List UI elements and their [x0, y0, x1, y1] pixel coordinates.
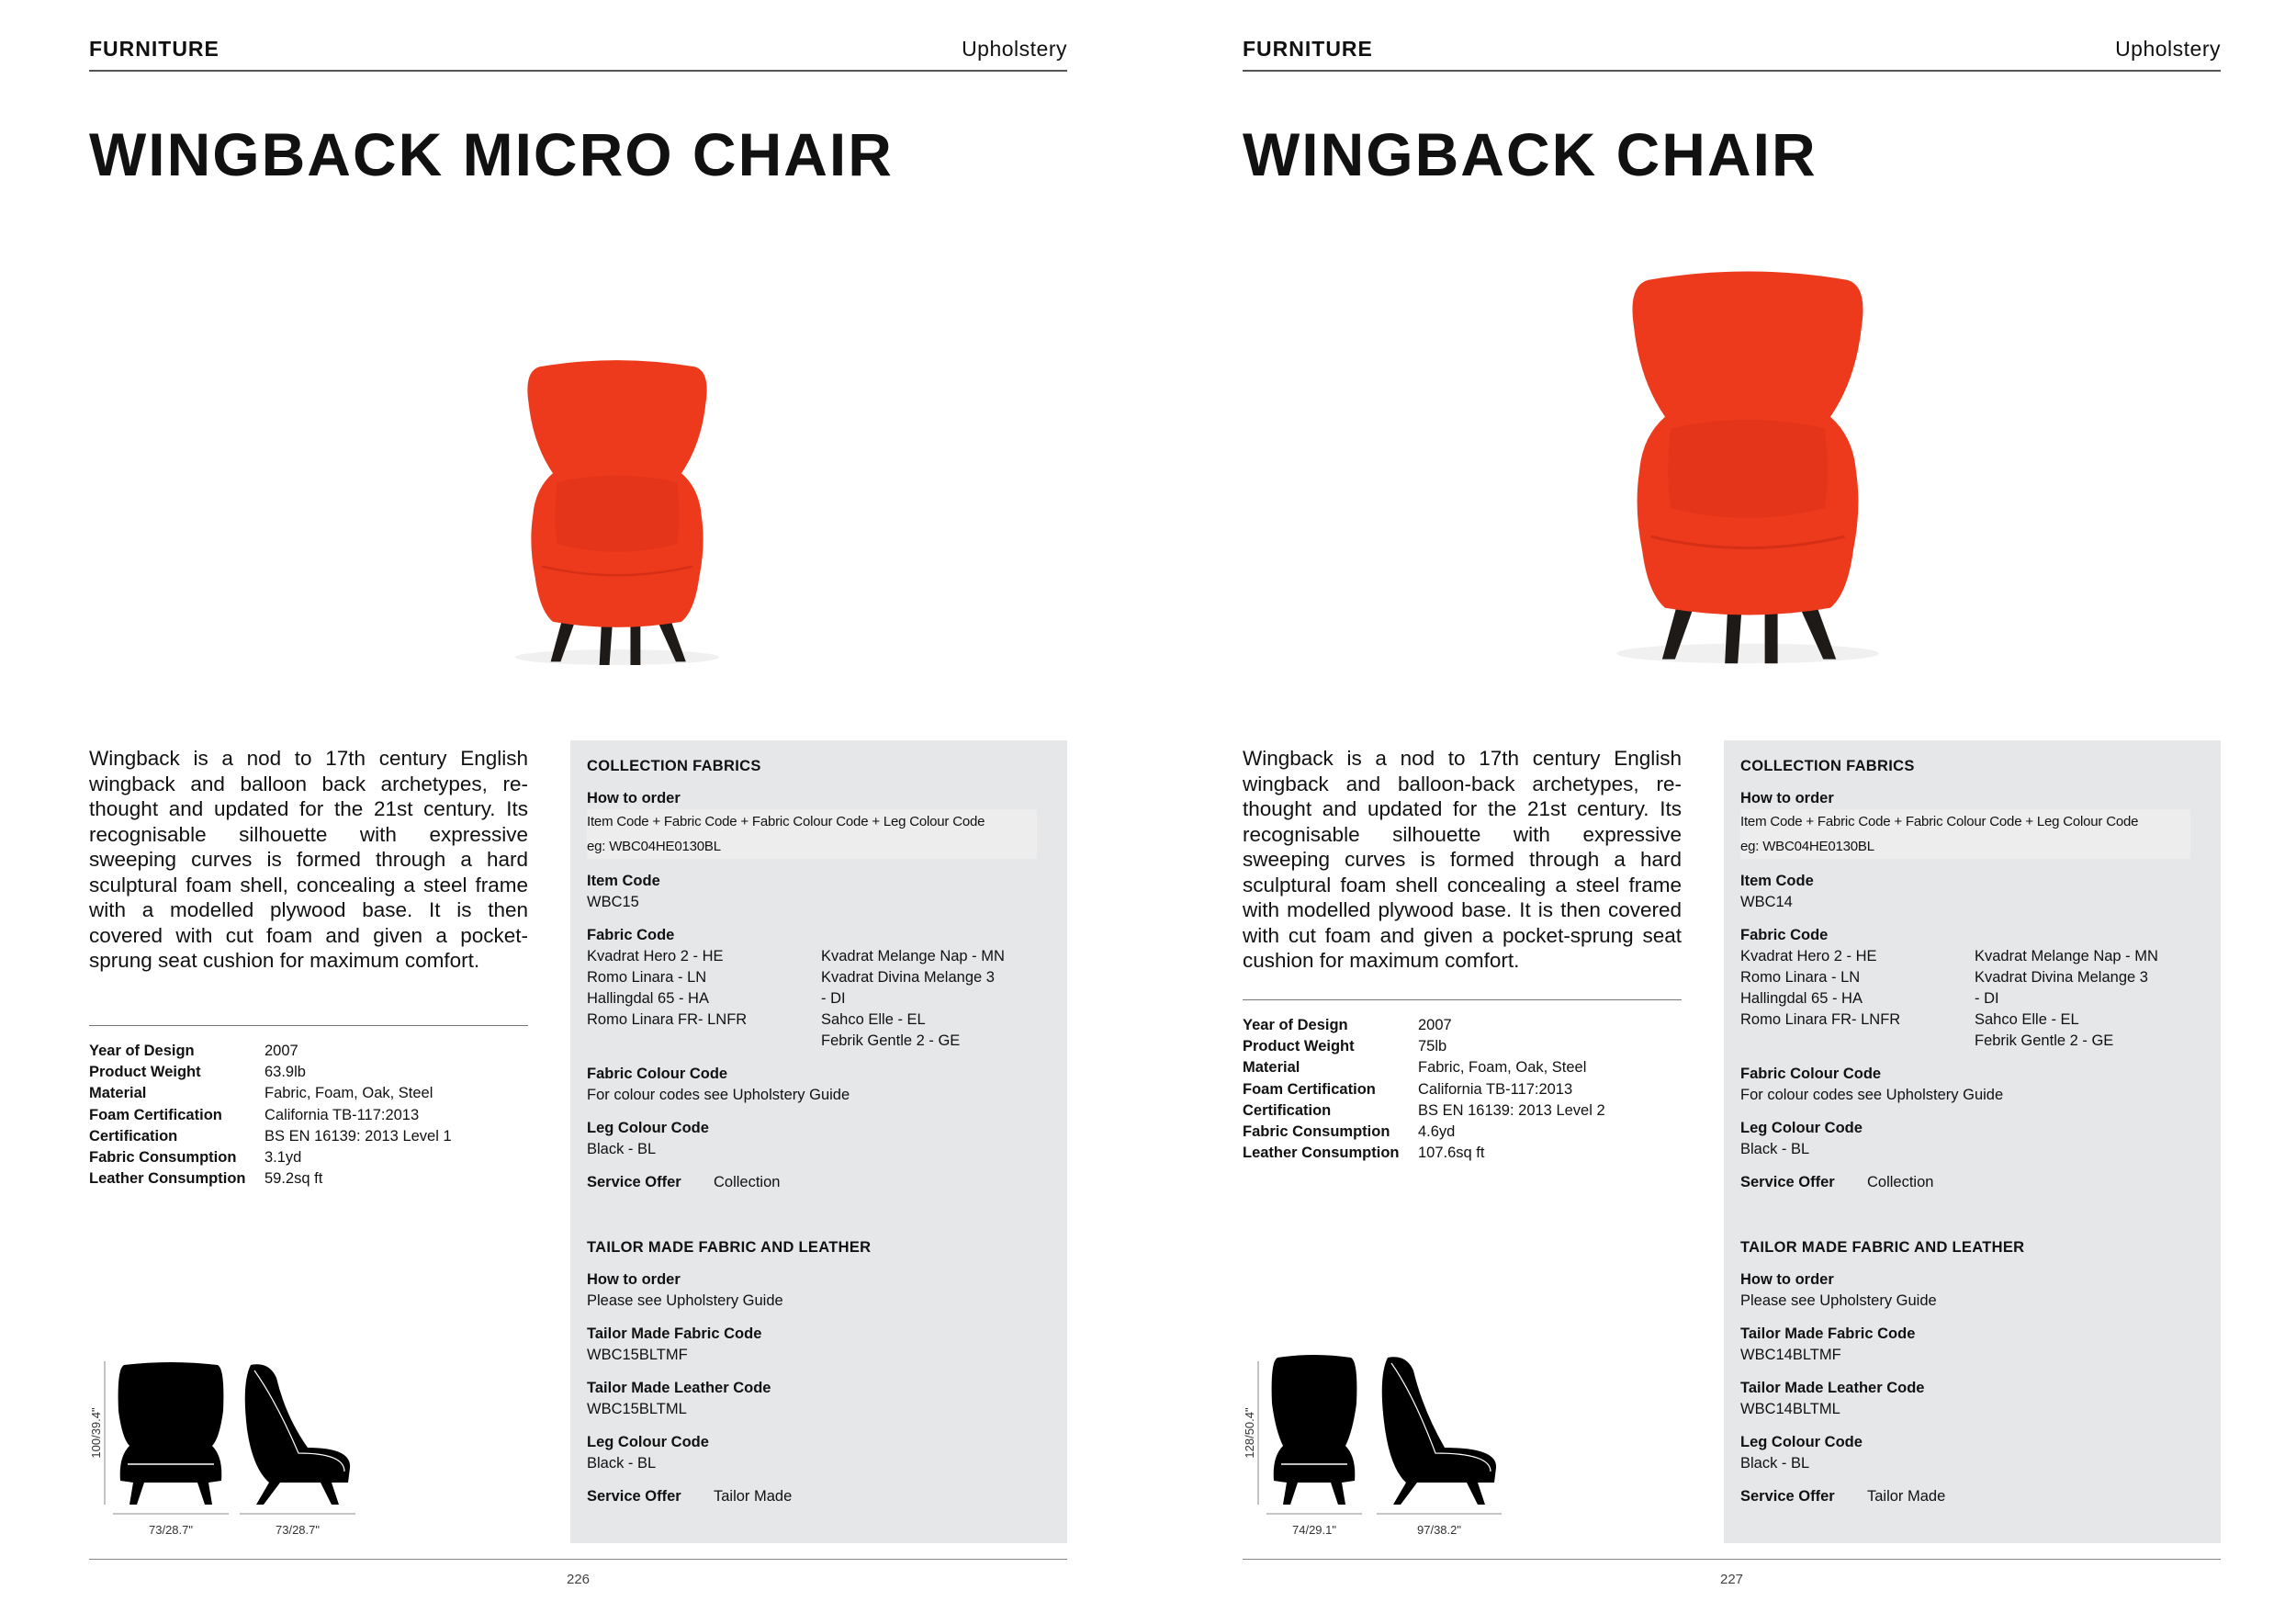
tailor-fabric-code-label: Tailor Made Fabric Code: [1740, 1325, 1916, 1342]
spec-value: 59.2sq ft: [264, 1170, 323, 1188]
spec-label: Certification: [1243, 1101, 1332, 1119]
spec-value: 75lb: [1418, 1038, 1447, 1055]
fabric-item: Kvadrat Melange Nap - MN: [1975, 948, 2158, 964]
category-label: Upholstery: [962, 37, 1067, 61]
tailor-how-to-order-label: How to order: [1740, 1271, 1834, 1288]
ordering-panel: [1724, 740, 2221, 1543]
fabric-colour-code-label: Fabric Colour Code: [587, 1066, 728, 1082]
spec-label: Leather Consumption: [89, 1170, 246, 1188]
service-offer-label: Service Offer: [1740, 1174, 1835, 1190]
spec-value: 63.9lb: [264, 1064, 306, 1081]
page-footer: [1243, 1559, 2221, 1587]
tailor-leg-colour-label: Leg Colour Code: [587, 1434, 709, 1450]
dimension-diagrams: [1243, 1350, 1536, 1543]
order-formula: Item Code + Fabric Code + Fabric Colour Code + Leg Colour Code: [587, 814, 985, 829]
spec-value: Fabric, Foam, Oak, Steel: [1418, 1059, 1587, 1077]
product-description: Wingback is a nod to 17th century English wingback and balloon back archetypes, re-thought and updated for the 21st century. Its recognisable silhouette with expressive sweeping curves is formed through a hard sculptural foam shell, concealing a steel frame with a modelled plywood base. It is then covered with cut foam and given a pocket-sprung seat cushion for maximum comfort.: [89, 747, 528, 972]
fabric-item: Kvadrat Divina Melange 3: [1975, 969, 2148, 986]
spec-label: Certification: [89, 1127, 178, 1145]
spec-label: Year of Design: [89, 1043, 195, 1059]
spec-row: [89, 1126, 528, 1147]
fabric-code-label: Fabric Code: [1740, 927, 1829, 943]
fabric-item: Kvadrat Hero 2 - HE: [587, 948, 724, 964]
tailor-made-heading: TAILOR MADE FABRIC AND LEATHER: [587, 1239, 872, 1256]
service-offer-label: Service Offer: [587, 1174, 681, 1190]
page-right: [1243, 0, 2221, 1624]
tailor-fabric-code: WBC15BLTMF: [587, 1347, 688, 1363]
tailor-leg-colour: Black - BL: [587, 1455, 657, 1472]
spec-row: [89, 1083, 528, 1104]
spec-row: [1243, 1015, 1682, 1036]
side-depth-dimension: 73/28.7": [276, 1523, 320, 1537]
product-title: WINGBACK MICRO CHAIR: [89, 120, 894, 188]
specs-table: [89, 1025, 528, 1190]
spec-label: Material: [1243, 1059, 1300, 1077]
height-dimension: 128/50.4": [1243, 1407, 1256, 1459]
dimension-diagrams: [89, 1350, 383, 1543]
spec-row: [1243, 1143, 1682, 1164]
spec-row: [1243, 1100, 1682, 1122]
tailor-service-offer-value: Tailor Made: [1867, 1488, 1946, 1505]
fabric-item: Kvadrat Divina Melange 3: [821, 969, 995, 986]
spec-label: Year of Design: [1243, 1017, 1348, 1033]
page-header: [89, 37, 1067, 72]
tailor-service-offer-label: Service Offer: [587, 1488, 681, 1505]
tailor-service-offer-label: Service Offer: [1740, 1488, 1835, 1505]
ordering-panel: [570, 740, 1067, 1543]
tailor-fabric-code: WBC14BLTMF: [1740, 1347, 1841, 1363]
spec-row: [89, 1168, 528, 1190]
tailor-made-heading: TAILOR MADE FABRIC AND LEATHER: [1740, 1239, 2025, 1256]
tailor-service-offer-value: Tailor Made: [714, 1488, 793, 1505]
spec-label: Foam Certification: [1243, 1080, 1376, 1098]
front-view-icon: [118, 1362, 224, 1505]
chair-photo: [1518, 257, 1977, 671]
front-width-dimension: 74/29.1": [1292, 1523, 1336, 1537]
spec-value: BS EN 16139: 2013 Level 2: [1418, 1101, 1605, 1119]
tailor-leather-code-label: Tailor Made Leather Code: [1740, 1380, 1925, 1396]
service-offer-tailor: [587, 1486, 1055, 1507]
spec-value: California TB-117:2013: [1418, 1080, 1573, 1098]
category-label: Upholstery: [2115, 37, 2221, 61]
fabric-item: - DI: [1975, 990, 1999, 1007]
fabric-colour-code-label: Fabric Colour Code: [1740, 1066, 1882, 1082]
order-example: eg: WBC04HE0130BL: [587, 839, 721, 854]
page-left: [89, 0, 1067, 1624]
leg-colour-code-label: Leg Colour Code: [587, 1120, 709, 1136]
item-code: WBC14: [1740, 894, 1793, 910]
spec-label: Fabric Consumption: [89, 1149, 237, 1167]
leg-colour-code: Black - BL: [587, 1141, 657, 1157]
leg-colour-code: Black - BL: [1740, 1141, 1810, 1157]
spec-value: 4.6yd: [1418, 1123, 1456, 1141]
spec-row: [89, 1147, 528, 1168]
fabric-item: Sahco Elle - EL: [1975, 1011, 2079, 1028]
how-to-order-label: How to order: [587, 790, 681, 806]
order-formula: Item Code + Fabric Code + Fabric Colour Code + Leg Colour Code: [1740, 814, 2139, 829]
tailor-leather-code: WBC15BLTML: [587, 1401, 687, 1417]
spec-value: Fabric, Foam, Oak, Steel: [264, 1085, 433, 1102]
fabric-item: Romo Linara FR- LNFR: [1740, 1011, 1901, 1028]
spec-row: [89, 1062, 528, 1083]
product-title: WINGBACK CHAIR: [1243, 120, 1818, 188]
front-view-icon: [1272, 1355, 1357, 1505]
fabric-item: Kvadrat Hero 2 - HE: [1740, 948, 1877, 964]
service-offer-tailor: [1740, 1486, 2209, 1507]
fabric-item: Hallingdal 65 - HA: [587, 990, 709, 1007]
tailor-leather-code: WBC14BLTML: [1740, 1401, 1840, 1417]
tailor-fabric-code-label: Tailor Made Fabric Code: [587, 1325, 762, 1342]
service-offer-value: Collection: [1867, 1174, 1934, 1190]
fabric-item: Romo Linara FR- LNFR: [587, 1011, 748, 1028]
chair-photo: [438, 349, 796, 671]
item-code-label: Item Code: [1740, 873, 1814, 889]
leg-colour-code-label: Leg Colour Code: [1740, 1120, 1863, 1136]
fabric-item: Romo Linara - LN: [587, 969, 707, 986]
spec-row: [89, 1041, 528, 1062]
order-example: eg: WBC04HE0130BL: [1740, 839, 1874, 854]
spec-row: [1243, 1079, 1682, 1100]
how-to-order-label: How to order: [1740, 790, 1834, 806]
specs-table: [1243, 999, 1682, 1164]
page-number: 227: [1719, 1572, 1744, 1587]
tailor-leather-code-label: Tailor Made Leather Code: [587, 1380, 771, 1396]
order-code-box: [1740, 809, 2190, 859]
spec-row: [1243, 1122, 1682, 1143]
fabric-colour-code: For colour codes see Upholstery Guide: [1740, 1087, 2004, 1103]
fabric-list: [1740, 946, 2209, 1052]
tailor-leg-colour-label: Leg Colour Code: [1740, 1434, 1863, 1450]
service-offer-collection: [1740, 1172, 2209, 1193]
page-header: [1243, 37, 2221, 72]
collection-fabrics-heading: COLLECTION FABRICS: [587, 758, 761, 774]
section-title: FURNITURE: [89, 37, 219, 61]
spec-value: 3.1yd: [264, 1149, 302, 1167]
spec-label: Material: [89, 1085, 147, 1102]
spec-label: Fabric Consumption: [1243, 1123, 1390, 1141]
spec-label: Foam Certification: [89, 1106, 222, 1123]
fabric-item: Sahco Elle - EL: [821, 1011, 926, 1028]
front-width-dimension: 73/28.7": [149, 1523, 193, 1537]
spec-label: Leather Consumption: [1243, 1145, 1400, 1162]
collection-fabrics-heading: COLLECTION FABRICS: [1740, 758, 1915, 774]
product-description: Wingback is a nod to 17th century English wingback and balloon-back archetypes, re-thought and updated for the 21st century. Its recognisable silhouette with expressive sweeping curves is formed through a hard sculptural foam shell concealing a steel frame with modelled plywood base. It is then covered with cut foam and given a pocket-sprung seat cushion for maximum comfort.: [1243, 747, 1682, 972]
item-code-label: Item Code: [587, 873, 660, 889]
fabric-code-label: Fabric Code: [587, 927, 675, 943]
fabric-list: [587, 946, 1055, 1052]
side-depth-dimension: 97/38.2": [1417, 1523, 1461, 1537]
spec-row: [1243, 1036, 1682, 1057]
fabric-item: Febrik Gentle 2 - GE: [1975, 1032, 2114, 1049]
spec-label: Product Weight: [89, 1064, 201, 1081]
spec-row: [1243, 1057, 1682, 1078]
tailor-how-to-order: Please see Upholstery Guide: [1740, 1292, 1937, 1309]
tailor-how-to-order: Please see Upholstery Guide: [587, 1292, 783, 1309]
spec-value: 2007: [1418, 1017, 1452, 1033]
spec-value: California TB-117:2013: [264, 1106, 420, 1123]
side-view-icon: [245, 1364, 350, 1505]
service-offer-collection: [587, 1172, 1055, 1193]
side-view-icon: [1382, 1357, 1496, 1505]
fabric-item: Febrik Gentle 2 - GE: [821, 1032, 961, 1049]
fabric-item: Hallingdal 65 - HA: [1740, 990, 1863, 1007]
spec-row: [89, 1105, 528, 1126]
spec-value: BS EN 16139: 2013 Level 1: [264, 1127, 452, 1145]
spec-value: 2007: [264, 1043, 298, 1059]
fabric-item: Romo Linara - LN: [1740, 969, 1861, 986]
tailor-how-to-order-label: How to order: [587, 1271, 681, 1288]
section-title: FURNITURE: [1243, 37, 1373, 61]
page-number: 226: [566, 1572, 591, 1587]
spec-value: 107.6sq ft: [1418, 1145, 1485, 1162]
fabric-item: Kvadrat Melange Nap - MN: [821, 948, 1005, 964]
tailor-leg-colour: Black - BL: [1740, 1455, 1810, 1472]
service-offer-value: Collection: [714, 1174, 781, 1190]
spec-label: Product Weight: [1243, 1038, 1355, 1055]
fabric-colour-code: For colour codes see Upholstery Guide: [587, 1087, 850, 1103]
height-dimension: 100/39.4": [89, 1407, 103, 1459]
item-code: WBC15: [587, 894, 639, 910]
fabric-item: - DI: [821, 990, 846, 1007]
order-code-box: [587, 809, 1037, 859]
page-footer: [89, 1559, 1067, 1587]
